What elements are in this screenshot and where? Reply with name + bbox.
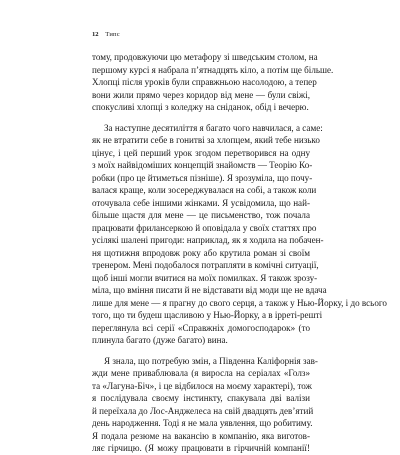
text-line: робки (про це йтиметься пізніше). Я зрозуміла, що почу- (92, 172, 313, 183)
text-line: тому, продовжуючи цю метафору зі шведським столом, на (92, 52, 318, 62)
text-line: того, що ти будеш щасливою у Нью-Йорку, а в ірреті-решті (92, 310, 323, 320)
body-text (92, 51, 387, 455)
text-line: першому курсі я набрала п’ятнадцять кіло, а потім ще більше. (92, 64, 334, 75)
text-line: працювати фрилансеркою й оповідала у своїх статтях про (92, 222, 317, 233)
text-line: більше щастя для мене — це письменство, тож почала (92, 210, 310, 220)
text-line: міла, що вміння писати й не відставати від моди ще не вдача (92, 285, 327, 295)
text-line: з моїх найвідоміших концепцій знайомств — Теорію Ко- (92, 160, 313, 170)
text-line: та «Лагуна-Біч», і це відбилося на моєму характері), тож (92, 380, 312, 391)
text-line: Я подала резюме на вакансію в компанію, яка виготов- (92, 430, 310, 441)
text-line: оточувала себе іншими жінками. Я усвідомила, що най- (92, 197, 310, 208)
text-line: лише для мене — я прагну до свого серця, а також у Нью-Йорку, і до всього (92, 297, 387, 308)
text-line: Хлопці після уроків були справжньою насолодою, а тепер (92, 77, 317, 87)
text-line: Я знала, що потребую змін, а Південна Каліфорнія зав- (104, 355, 318, 366)
text-line: спокусливі хлопці з коледжу на сніданок, обід і вечерю. (92, 102, 309, 112)
paragraph (92, 355, 318, 455)
text-line: жди мене приваблювала (я виросла на серіалах «Голз» (92, 368, 310, 378)
running-title: Типс (105, 31, 120, 38)
text-line: тренером. Мені подобалося потрапляти в комічні ситуації, (92, 260, 319, 270)
text-line: день народження. Тоді я не мала уявлення, що робитиму. (92, 418, 313, 428)
paragraph (92, 51, 334, 114)
text-line: переглянула всі серії «Справжніх домогосподарок» (то (92, 322, 310, 333)
text-line: ня щотижня впродовж року або крутила роман зі своїм (92, 247, 310, 258)
running-head (92, 31, 120, 39)
text-line: цінує, і цей перший урок згодом перетворився на одну (92, 147, 310, 158)
page-number: 12 (92, 31, 99, 38)
text-line: усілякі шалені пригоди: наприклад, як я ходила на побачен- (92, 235, 324, 245)
text-line: й переїхала до Лос-Анджелеса на свій двадцять дев’ятий (92, 405, 314, 416)
text-line: я послідувала своєму інстинкту, спакувала дві валізи (92, 393, 310, 403)
text-line: валася краще, коли зосереджувалася на собі, а також коли (92, 185, 317, 195)
text-line: щоб інші могли вчитися на моїх помилках. Я також зрозу- (92, 272, 318, 283)
text-line: За наступне десятиліття я багато чого навчилася, а саме: (104, 122, 323, 133)
paragraph (92, 122, 387, 347)
text-line: ляє гірчицю. (Я можу працювати в гірчичній компанії! (92, 443, 310, 453)
text-line: плинула багато (дуже багато) вина. (92, 335, 228, 345)
text-line: як не втратити себе в гонитві за хлопцем, який тебе низько (92, 135, 320, 145)
text-line: вони жили прямо через коридор від мене — були свіжі, (92, 89, 310, 100)
